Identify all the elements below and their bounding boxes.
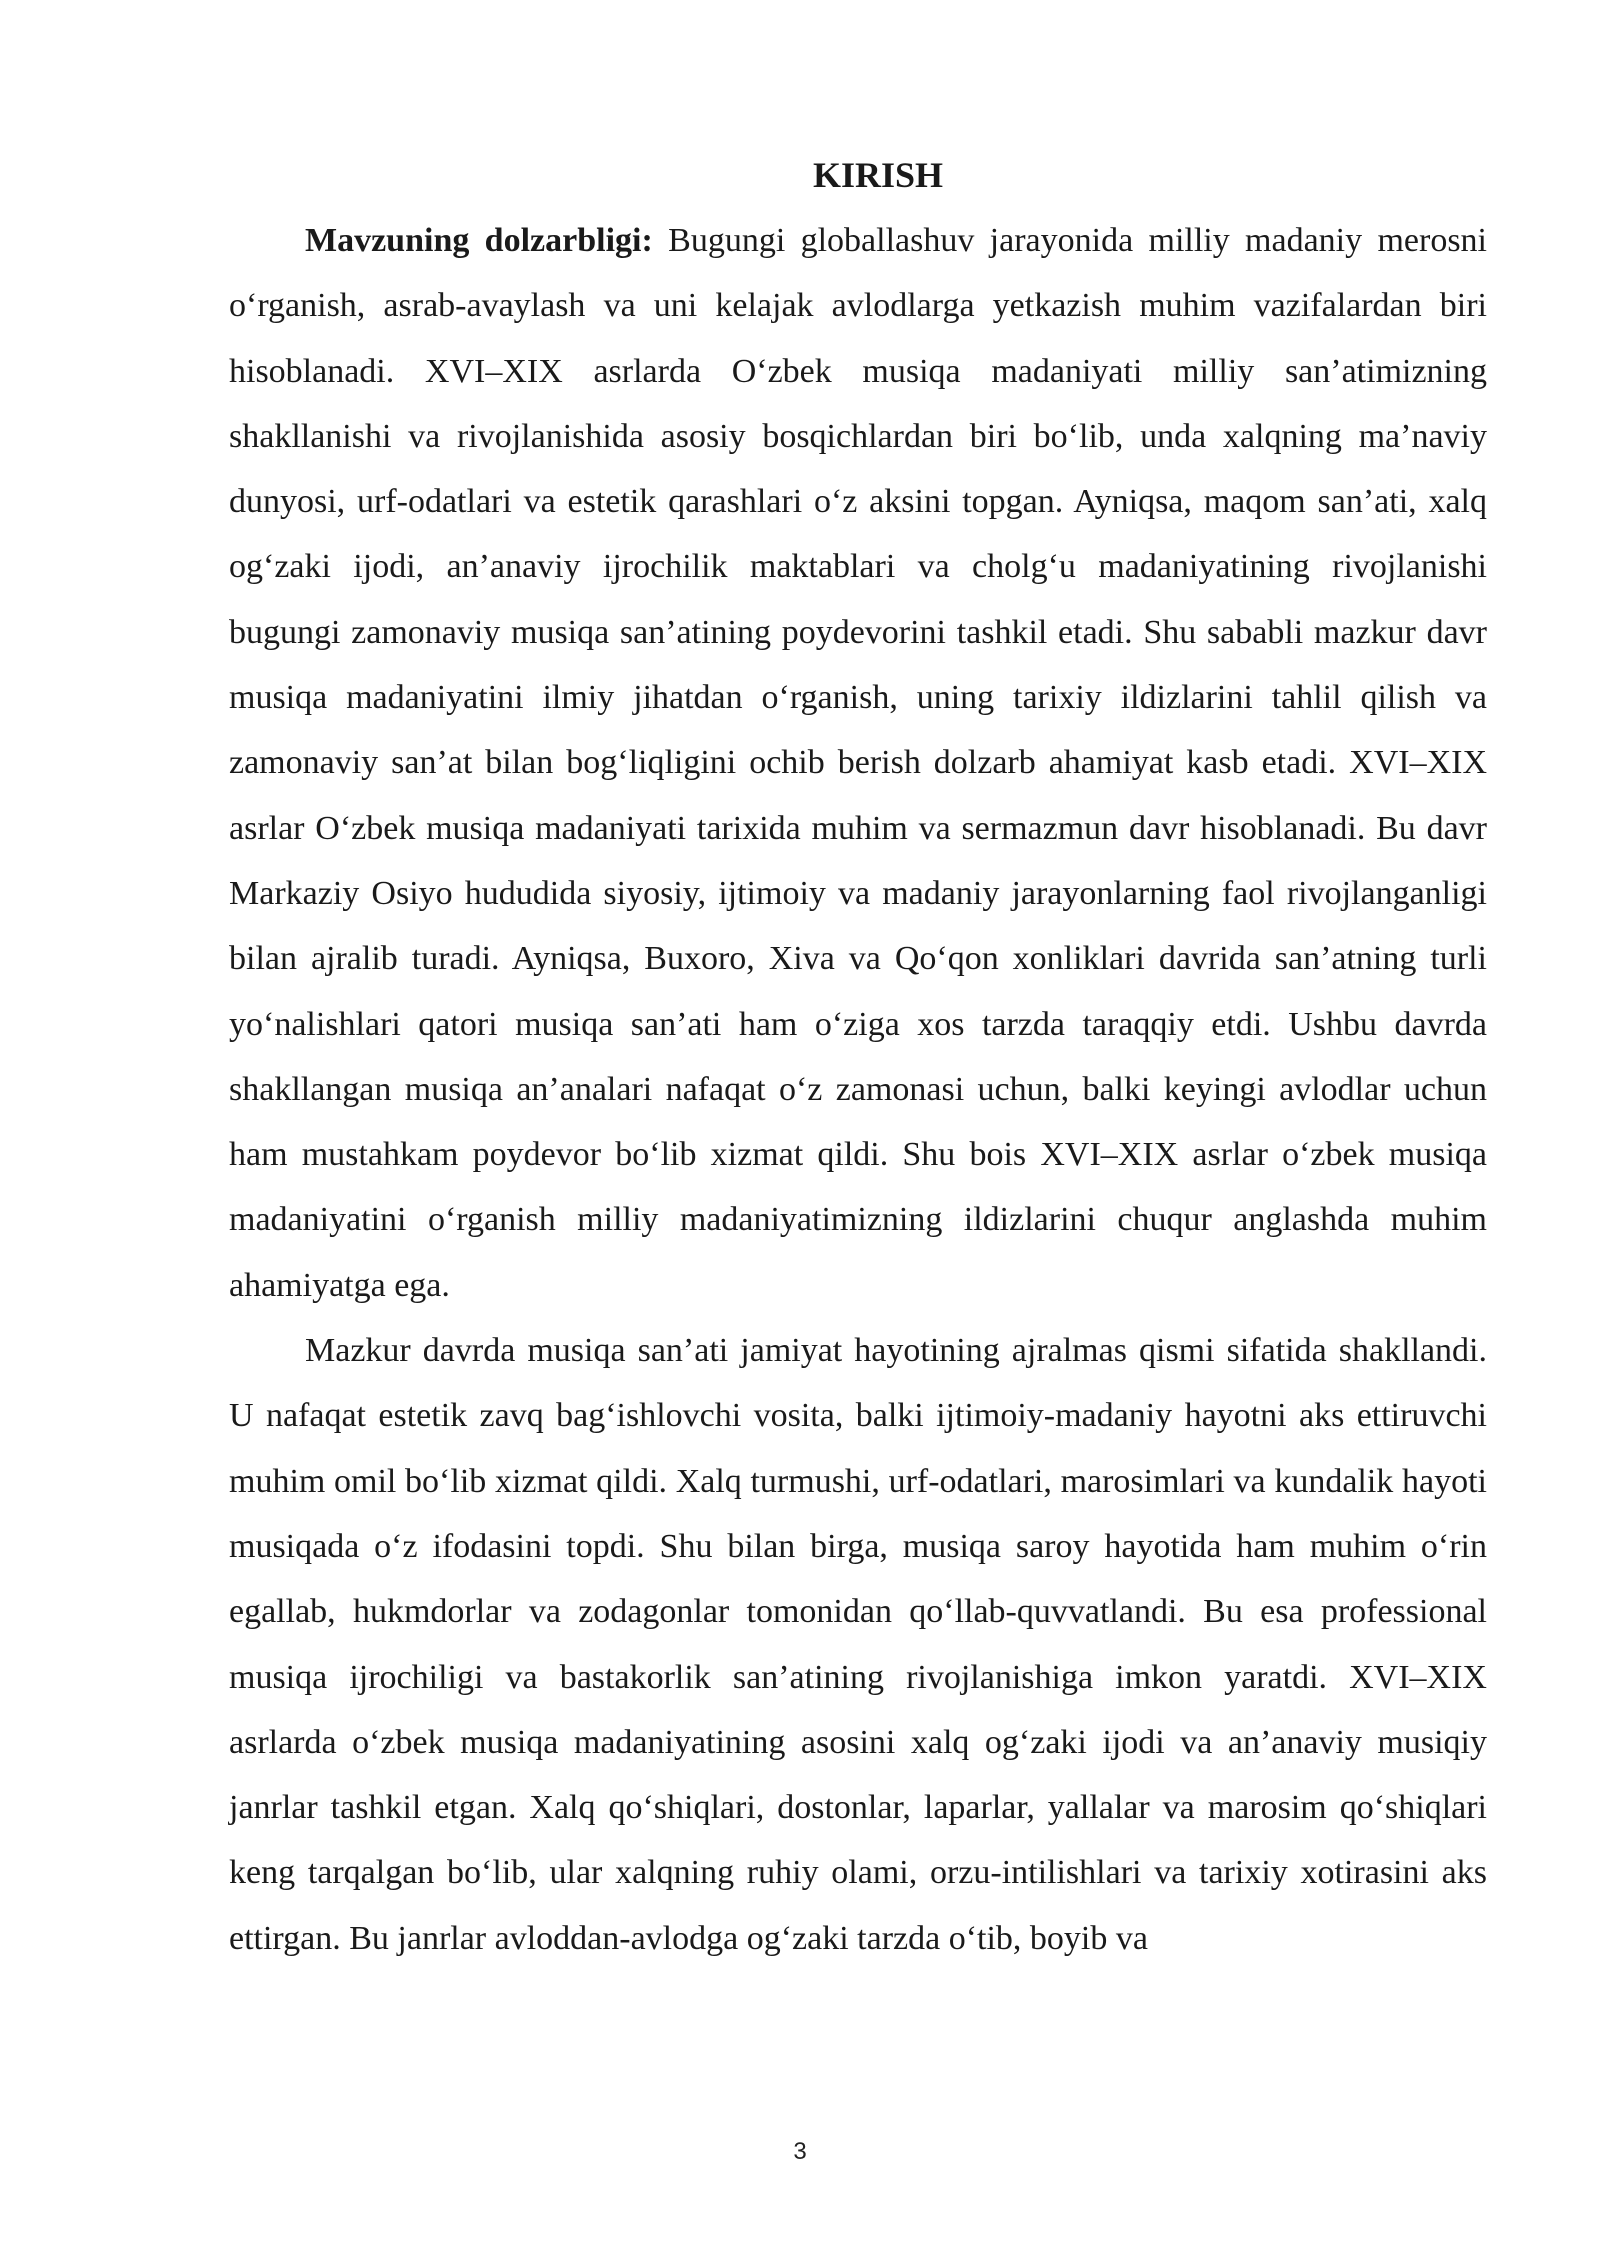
paragraph-second [229, 1318, 1487, 1971]
paragraph-lead: Mavzuning dolzarbligi: [305, 222, 653, 259]
section-heading: KIRISH [812, 155, 944, 195]
paragraph-relevance [229, 208, 1487, 1318]
page-content [229, 150, 1487, 1971]
paragraph-body: Mazkur davrda musiqa san’ati jamiyat hayotining ajralmas qismi sifatida shakllandi. U nafaqat estetik zavq bag‘ishlovchi vosita, balki ijtimoiy-madaniy hayotni aks ettiruvchi muhim omil bo‘lib xizmat qildi. Xalq turmushi, urf-odatlari, marosimlari va kundalik hayoti musiqada o‘z ifodasini topdi. Shu bilan birga, musiqa saroy hayotida ham muhim o‘rin egallab, hukmdorlar va zodagonlar tomonidan qo‘llab-quvvatlandi. Bu esa professional musiqa ijrochiligi va bastakorlik san’atining rivojlanishiga imkon yaratdi. XVI–XIX asrlarda o‘zbek musiqa madaniyatining asosini xalq og‘zaki ijodi va an’anaviy musiqiy janrlar tashkil etgan. Xalq qo‘shiqlari, dostonlar, laparlar, yallalar va marosim qo‘shiqlari keng tarqalgan bo‘lib, ular xalqning ruhiy olami, orzu-intilishlari va tarixiy xotirasini aks ettirgan. Bu janrlar avloddan-avlodga og‘zaki tarzda o‘tib, boyib va [229, 1332, 1487, 1957]
page-number: 3 [793, 2138, 807, 2165]
paragraph-body: Bugungi globallashuv jarayonida milliy madaniy merosni o‘rganish, asrab-avaylash va uni kelajak avlodlarga yetkazish muhim vazifalardan biri hisoblanadi. XVI–XIX asrlarda O‘zbek musiqa madaniyati milliy san’atimizning shakllanishi va rivojlanishida asosiy bosqichlardan biri bo‘lib, unda xalqning ma’naviy dunyosi, urf-odatlari va estetik qarashlari o‘z aksini topgan. Ayniqsa, maqom san’ati, xalq og‘zaki ijodi, an’anaviy ijrochilik maktablari va cholg‘u madaniyatining rivojlanishi bugungi zamonaviy musiqa san’atining poydevorini tashkil etadi. Shu sababli mazkur davr musiqa madaniyatini ilmiy jihatdan o‘rganish, uning tarixiy ildizlarini tahlil qilish va zamonaviy san’at bilan bog‘liqligini ochib berish dolzarb ahamiyat kasb etadi. XVI–XIX asrlar O‘zbek musiqa madaniyati tarixida muhim va sermazmun davr hisoblanadi. Bu davr Markaziy Osiyo hududida siyosiy, ijtimoiy va madaniy jarayonlarning faol rivojlanganligi bilan ajralib turadi. Ayniqsa, Buxoro, Xiva va Qo‘qon xonliklari davrida san’atning turli yo‘nalishlari qatori musiqa san’ati ham o‘ziga xos tarzda taraqqiy etdi. Ushbu davrda shakllangan musiqa an’analari nafaqat o‘z zamonasi uchun, balki keyingi avlodlar uchun ham mustahkam poydevor bo‘lib xizmat qildi. Shu bois XVI–XIX asrlar o‘zbek musiqa madaniyatini o‘rganish milliy madaniyatimizning ildizlarini chuqur anglashda muhim ahamiyatga ega. [229, 222, 1487, 1304]
